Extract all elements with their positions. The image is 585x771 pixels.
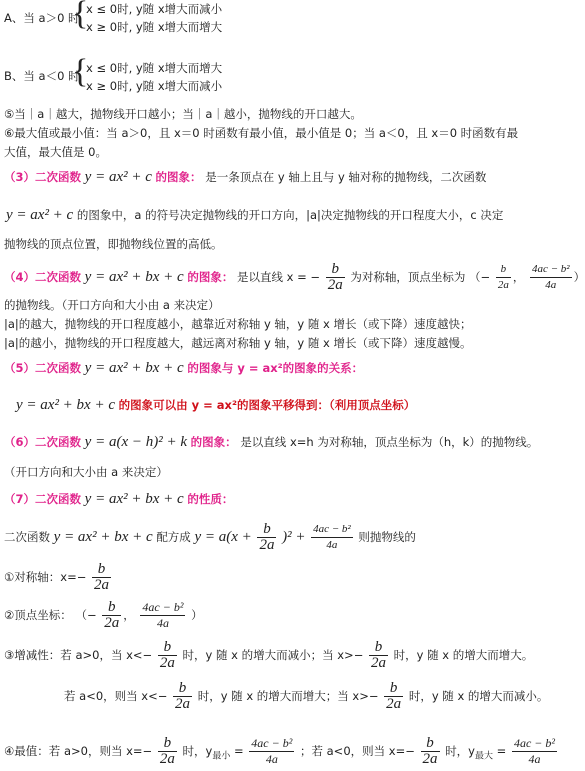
frac-num: b — [257, 522, 276, 538]
frac-den: 2a — [175, 696, 191, 712]
section-5-title-tail: 的图象与 y = ax²的图象的关系： — [187, 361, 364, 375]
section-7-formula: y = ax² + bx + c — [84, 491, 184, 507]
property-monotonic-1 — [4, 640, 533, 671]
frac-den: 4a — [326, 539, 338, 551]
case-b-line1: x ≤ 0时, y随 x增大而增大 — [86, 61, 223, 75]
section-3-title: （3）二次函数 — [4, 170, 82, 184]
section-7-heading — [4, 491, 233, 508]
ext-text-4: 时，y — [445, 744, 475, 758]
case-a-line1: x ≤ 0时, y随 x增大而减小 — [86, 2, 223, 16]
section-3-line3: 抛物线的顶点位置，即抛物线位置的高低。 — [4, 237, 223, 251]
case-b-label: B、当 a＜0 时 — [4, 69, 80, 83]
frac-num: b — [102, 600, 121, 616]
frac-num: 4ac − b² — [251, 736, 293, 750]
mono-text-6: 时，y 随 x 的增大而减小。 — [408, 689, 549, 703]
ext-text-1: ④最值：若 a>0，则当 x=− — [4, 744, 153, 758]
item-6-line1: ⑥最大值或最小值：当 a＞0，且 x＝0 时函数有最小值，最小值是 0；当 a＜0，且 x＝0 时函数有最 — [4, 126, 519, 140]
frac-den: 2a — [94, 577, 110, 593]
k-fraction — [311, 522, 353, 553]
frac-den: 2a — [104, 615, 120, 631]
frac-den: 4a — [156, 616, 169, 630]
section-4-title: （4）二次函数 — [4, 270, 82, 284]
ext-value-1 — [249, 736, 294, 767]
frac-den: 4a — [528, 752, 541, 766]
frac-num: b — [158, 640, 177, 656]
section-4-line2: 的抛物线。（开口方向和大小由 a 来决定） — [4, 298, 220, 312]
ext-sub-max: 最大 — [475, 751, 494, 762]
section-5-formula-2: y = ax² + bx + c — [16, 397, 115, 413]
ext-sub-min: 最小 — [212, 751, 231, 762]
section-5-heading — [4, 360, 363, 377]
section-3-title-tail: 的图象： — [155, 170, 202, 184]
comma: ， — [123, 608, 135, 622]
section-4-desc: 是以直线 x = — [236, 270, 307, 284]
frac-den: 4a — [545, 279, 557, 291]
ext-text-3: ；若 a<0，则当 x=− — [299, 744, 415, 758]
comma: ， — [512, 270, 525, 284]
section-4-desc2: 为对称轴，顶点坐标为 — [350, 270, 466, 284]
axis-label: ①对称轴：x=− — [4, 570, 87, 584]
section-3-formula-2: y = ax² + c — [6, 207, 74, 223]
frac-num: b — [92, 562, 111, 578]
section-5-title: （5）二次函数 — [4, 361, 82, 375]
property-monotonic-2 — [64, 681, 548, 712]
section-3-desc: 是一条顶点在 y 轴上且与 y 轴对称的抛物线，二次函数 — [205, 170, 487, 184]
section-6-formula: y = a(x − h)² + k — [84, 434, 187, 450]
frac-den: 2a — [159, 751, 175, 767]
frac-den: 2a — [497, 279, 509, 291]
frac-num: 4ac − b² — [311, 522, 353, 538]
vertex-form-a: y = a(x + — [194, 529, 252, 545]
section-7-title-tail: 的性质： — [187, 492, 234, 506]
frac-num: b — [173, 681, 192, 697]
equals: = — [496, 744, 507, 758]
frac-num: 4ac − b² — [530, 262, 572, 278]
intro-mid: 配方成 — [156, 530, 191, 544]
frac-num: b — [369, 640, 388, 656]
mono-fraction-4 — [384, 681, 403, 712]
frac-num: b — [384, 681, 403, 697]
minus-sign: − — [480, 270, 491, 284]
paren-left: （ — [469, 270, 481, 284]
mono-text-5: 时，y 随 x 的增大而增大；当 x>− — [197, 689, 379, 703]
section-3-line2-text: 的图象中，a 的符号决定抛物线的开口方向，|a|决定抛物线的开口程度大小，c 决定 — [76, 208, 504, 222]
case-a-line2: x ≥ 0时, y随 x增大而增大 — [86, 20, 223, 34]
frac-num: 4ac − b² — [513, 736, 555, 750]
section-5-line2 — [16, 397, 415, 414]
frac-num: b — [496, 262, 511, 278]
section-6-desc: 是以直线 x=h 为对称轴，顶点坐标为（h，k）的抛物线。 — [240, 435, 539, 449]
frac-den: 2a — [370, 655, 386, 671]
standard-form: y = ax² + bx + c — [53, 529, 153, 545]
minus-sign: − — [86, 608, 97, 622]
vertex-x-fraction — [496, 262, 511, 293]
section-5-formula: y = ax² + bx + c — [84, 360, 184, 376]
frac-den: 2a — [327, 277, 343, 293]
section-3-formula: y = ax² + c — [84, 169, 152, 185]
frac-den: 2a — [386, 696, 402, 712]
paren-right: ） — [191, 608, 203, 622]
item-5: ⑤当｜a｜越大，抛物线开口越小；当｜a｜越小，抛物线的开口越大。 — [4, 107, 362, 121]
vertex-label: ②顶点坐标： — [4, 608, 72, 622]
ext-text-2: 时，y — [182, 744, 213, 758]
section-5-line2-text: 的图象可以由 y = ax²的图象平移得到：（利用顶点坐标） — [118, 398, 416, 412]
section-6-heading — [4, 434, 538, 451]
vertex-y-fraction — [140, 600, 185, 631]
vertex-x-fraction — [102, 600, 121, 631]
intro-end: 则抛物线的 — [358, 530, 416, 544]
frac-den: 4a — [265, 752, 278, 766]
item-6-line2: 大值，最大值是 0。 — [4, 145, 107, 159]
section-4-heading — [4, 262, 585, 293]
equals: = — [234, 744, 244, 758]
case-b-brace: { — [72, 53, 89, 90]
mono-text-4: 若 a<0，则当 x<− — [64, 689, 168, 703]
section-7-title: （7）二次函数 — [4, 492, 82, 506]
frac-num: b — [326, 262, 345, 278]
section-4-line3: |a|的越大，抛物线的开口程度越小，越靠近对称轴 y 轴，y 随 x 增长（或下降）速度越快； — [4, 317, 472, 331]
frac-den: 2a — [422, 751, 438, 767]
section-4-title-tail: 的图象： — [187, 270, 234, 284]
shift-fraction — [257, 522, 276, 553]
vertex-form-b: )² + — [282, 529, 306, 545]
paren-left: （ — [75, 608, 87, 622]
property-axis — [4, 562, 113, 593]
section-6-line2: （开口方向和大小由 a 来决定） — [4, 465, 168, 479]
ext-value-2 — [512, 736, 557, 767]
section-3-heading — [4, 169, 486, 186]
section-6-title-tail: 的图象： — [190, 435, 237, 449]
mono-text-1: ③增减性：若 a>0，当 x<− — [4, 648, 153, 662]
frac-den: 2a — [159, 655, 175, 671]
mono-fraction-1 — [158, 640, 177, 671]
section-3-line2 — [6, 207, 503, 224]
section-4-formula: y = ax² + bx + c — [84, 269, 184, 285]
case-b-line2: x ≥ 0时, y随 x增大而减小 — [86, 79, 223, 93]
axis-value-fraction — [92, 562, 111, 593]
frac-den: 2a — [259, 537, 275, 553]
minus-sign: − — [310, 270, 321, 284]
property-extremum — [4, 736, 559, 767]
section-6-title: （6）二次函数 — [4, 435, 82, 449]
vertex-y-fraction — [530, 262, 572, 293]
ext-fraction-1 — [158, 736, 177, 767]
paren-right: ） — [573, 270, 585, 284]
frac-num: b — [158, 736, 177, 752]
case-a-brace: { — [72, 0, 89, 32]
property-vertex — [4, 600, 203, 631]
intro-text: 二次函数 — [4, 530, 50, 544]
mono-text-3: 时，y 随 x 的增大而增大。 — [393, 648, 534, 662]
case-a-label: A、当 a＞0 时 — [4, 11, 80, 25]
mono-fraction-3 — [173, 681, 192, 712]
mono-text-2: 时，y 随 x 的增大而减小；当 x>− — [182, 648, 364, 662]
frac-num: 4ac − b² — [142, 600, 184, 614]
axis-fraction — [326, 262, 345, 293]
ext-fraction-2 — [421, 736, 440, 767]
mono-fraction-2 — [369, 640, 388, 671]
frac-num: b — [421, 736, 440, 752]
section-4-line4: |a|的越小，抛物线的开口程度越大，越远离对称轴 y 轴，y 随 x 增长（或下降）速度越慢。 — [4, 336, 472, 350]
section-7-intro — [4, 522, 416, 553]
